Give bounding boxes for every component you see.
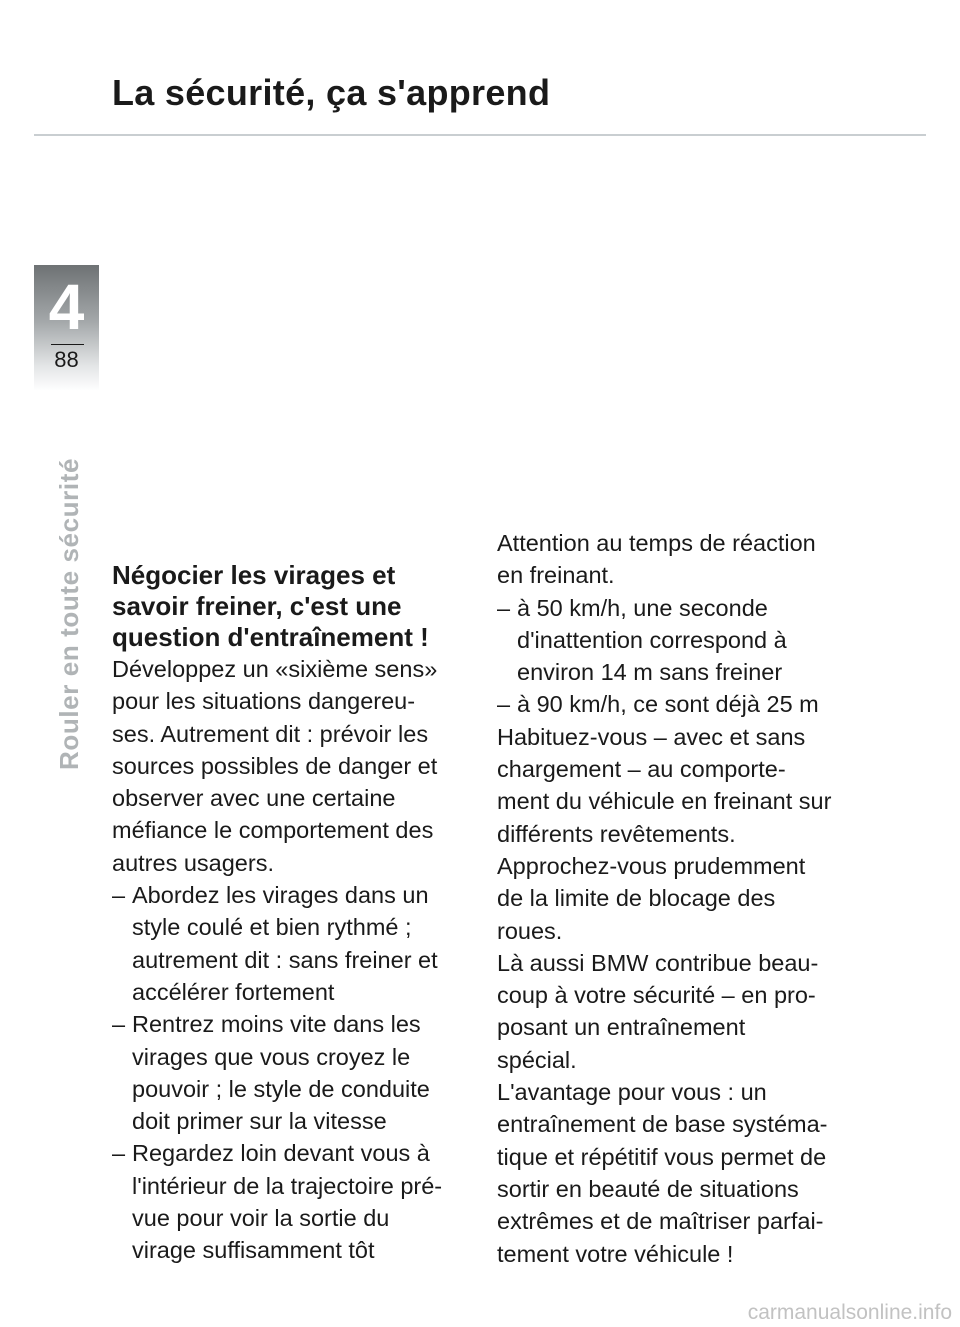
list-item: [112, 1008, 484, 1137]
text-line: posant un entraînement: [497, 1014, 746, 1041]
section-heading-line: question d'entraînement !: [112, 622, 429, 652]
text-line: style coulé et bien rythmé ;: [132, 914, 412, 941]
advantage-paragraph: [497, 1076, 869, 1270]
bmw-training-paragraph: [497, 947, 869, 1076]
text-line: – Regardez loin devant vous à: [132, 1140, 430, 1167]
tips-list: [112, 879, 484, 1267]
text-line: sortir en beauté de situations: [497, 1175, 799, 1202]
text-line: – à 90 km/h, ce sont déjà 25 m: [517, 691, 819, 718]
section-heading: [112, 560, 484, 653]
reaction-list: [497, 592, 869, 721]
text-line: virage suffisamment tôt: [132, 1237, 375, 1264]
text-line: ment du véhicule en freinant sur: [497, 788, 832, 815]
page-number: 88: [54, 347, 79, 372]
text-line: L'avantage pour vous : un: [497, 1079, 767, 1106]
text-line: d'inattention correspond à: [517, 626, 787, 653]
braking-paragraph: [497, 721, 869, 850]
list-item: [497, 688, 869, 720]
text-line: Là aussi BMW contribue beau-: [497, 949, 819, 976]
text-line: différents revêtements.: [497, 820, 736, 847]
section-heading-line: Négocier les virages et: [112, 560, 396, 590]
text-line: coup à votre sécurité – en pro-: [497, 982, 816, 1009]
text-line: roues.: [497, 917, 563, 944]
text-line: environ 14 m sans freiner: [517, 659, 783, 686]
intro-paragraph: [112, 653, 484, 879]
text-line: méfiance le comportement des: [112, 817, 434, 844]
text-line: spécial.: [497, 1046, 577, 1073]
text-line: autrement dit : sans freiner et: [132, 946, 438, 973]
text-line: autres usagers.: [112, 849, 274, 876]
chapter-side-label: Rouler en toute sécurité: [54, 457, 84, 770]
reaction-time-paragraph: [497, 527, 869, 592]
blocking-limit-paragraph: [497, 850, 869, 947]
side-label-container: [52, 420, 92, 770]
text-line: en freinant.: [497, 562, 615, 589]
text-line: ses. Autrement dit : prévoir les: [112, 720, 429, 747]
text-line: tique et répétitif vous permet de: [497, 1143, 827, 1170]
chapter-tab: [34, 265, 99, 391]
text-line: vue pour voir la sortie du: [132, 1205, 390, 1232]
chapter-divider: [51, 344, 84, 345]
left-column: [112, 560, 484, 1267]
text-line: doit primer sur la vitesse: [132, 1108, 387, 1135]
text-line: – à 50 km/h, une seconde: [517, 594, 768, 621]
text-line: Attention au temps de réaction: [497, 530, 816, 556]
list-item: [497, 592, 869, 689]
chapter-number: 4: [48, 271, 85, 343]
list-item: [112, 879, 484, 1008]
right-column: [497, 527, 869, 1270]
title-divider: [34, 134, 926, 136]
text-line: entraînement de base systéma-: [497, 1111, 828, 1138]
text-line: tement votre véhicule !: [497, 1240, 734, 1267]
text-line: – Abordez les virages dans un: [132, 882, 429, 909]
watermark: carmanualsonline.info: [747, 1301, 952, 1324]
text-line: Développez un «sixième sens»: [112, 656, 438, 682]
text-line: virages que vous croyez le: [132, 1043, 411, 1070]
text-line: Habituez-vous – avec et sans: [497, 723, 806, 750]
text-line: pouvoir ; le style de conduite: [132, 1075, 430, 1102]
text-line: – Rentrez moins vite dans les: [132, 1011, 421, 1038]
text-line: accélérer fortement: [132, 978, 335, 1005]
text-line: Approchez-vous prudemment: [497, 852, 806, 879]
text-line: sources possibles de danger et: [112, 752, 438, 779]
list-item: [112, 1137, 484, 1266]
text-line: extrêmes et de maîtriser parfai-: [497, 1208, 824, 1235]
text-line: pour les situations dangereu-: [112, 688, 416, 715]
text-line: de la limite de blocage des: [497, 885, 776, 912]
section-heading-line: savoir freiner, c'est une: [112, 591, 402, 621]
page-title: La sécurité, ça s'apprend: [112, 72, 551, 113]
text-line: l'intérieur de la trajectoire pré-: [132, 1172, 443, 1199]
text-line: observer avec une certaine: [112, 785, 396, 812]
text-line: chargement – au comporte-: [497, 756, 786, 783]
